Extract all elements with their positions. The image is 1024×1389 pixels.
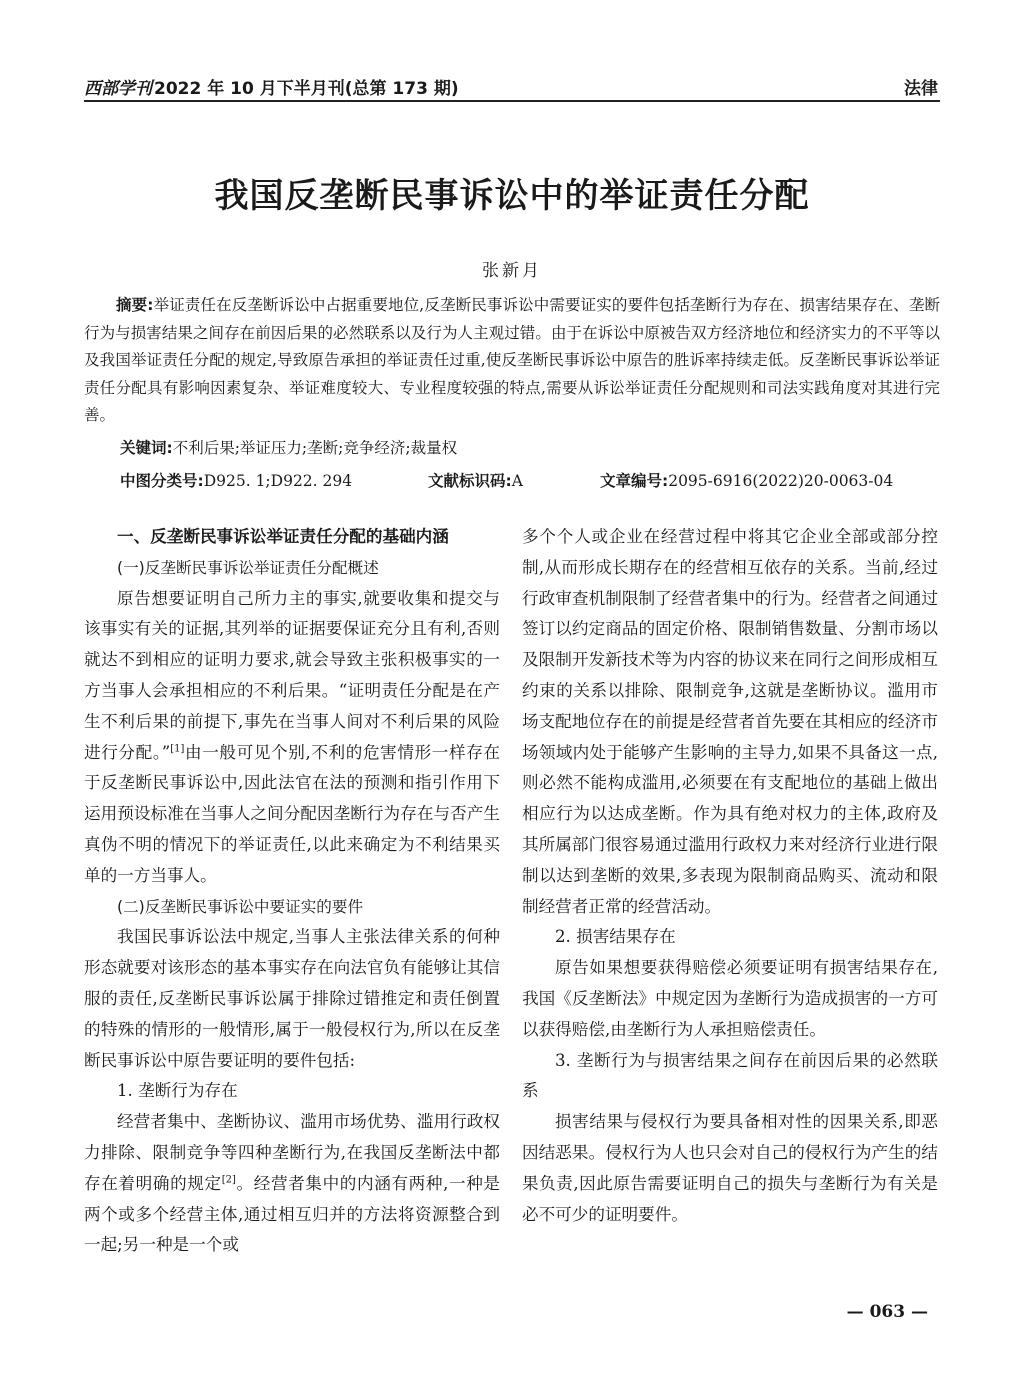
paragraph-text: 经营者集中、垄断协议、滥用市场优势、滥用行政权力排除、限制竞争等四种垄断行为,在我国反垄断法中都存在着明确的规定 [84,1112,500,1193]
clc-label: 中图分类号: [120,472,204,490]
paragraph: 我国民事诉讼法中规定,当事人主张法律关系的何种形态就要对该形态的基本事实存在向法官负有能够让其信服的责任,反垄断民事诉讼属于排除过错推定和责任倒置的特殊的情形的一般情形,属于一般侵权行为,所以在反垄断民事诉讼中原告要证明的要件包括: [84,927,500,1070]
reference-mark[interactable]: [2] [221,1174,236,1186]
issue-info: 2022 年 10 月下半月刊(总第 173 期) [154,79,459,99]
article-title: 我国反垄断民事诉讼中的举证责任分配 [214,176,810,216]
doc-label: 文献标识码: [428,472,512,490]
journal-issue [84,74,459,99]
abstract-text: 举证责任在反垄断诉讼中占据重要地位,反垄断民事诉讼中需要证实的要件包括垄断行为存在、损害结果存在、垄断行为与损害结果之间存在前因后果的必然联系以及行为人主观过错。由于在诉讼中原被告双方经济地位和经济实力的不平等以及我国举证责任分配的规定,导致原告承担的举证责任过重,使反垄断民事诉讼中原告的胜诉率持续走低。反垄断民事诉讼举证责任分配具有影响因素复杂、举证难度较大、专业程度较强的特点,需要从诉讼举证责任分配规则和司法实践角度对其进行完善。 [84,296,941,425]
article-number [600,469,893,491]
keywords-label: 关键词: [120,439,173,457]
subheading-item-1: 1. 垄断行为存在 [117,1081,238,1101]
paragraph-text: 原告想要证明自己所力主的事实,就要收集和提交与该事实有关的证据,其列举的证据要保证充分且有利,否则就达不到相应的证明力要求,就会导致主张积极事实的一方当事人会承担相应的不利后果。“证明责任分配是在产生不利后果的前提下,事先在当事人间对不利后果的风险进行分配。” [84,588,500,762]
author-name: 张新月 [482,261,542,281]
paragraph [84,584,500,892]
doc-value: A [511,472,523,490]
keywords-text: 不利后果;举证压力;垄断;竞争经济;裁量权 [172,439,458,457]
doc-code [428,469,523,491]
right-column [522,522,938,1230]
clc-value: D925. 1;D922. 294 [203,472,353,490]
reference-mark[interactable]: [1] [170,743,185,755]
section-label: 法律 [904,79,938,99]
keywords [120,436,457,458]
article-value: 2095-6916(2022)20-0063-04 [668,472,894,490]
subheading-1-2: (二)反垄断民事诉讼中要证实的要件 [117,897,364,916]
article-label: 文章编号: [600,472,669,490]
paragraph: 损害结果与侵权行为要具备相对性的因果关系,即恶因结恶果。侵权行为人也只会对自己的侵权行为产生的结果负责,因此原告需要证明自己的损失与垄断行为有关是必不可少的证明要件。 [522,1112,938,1224]
abstract-label: 摘要: [116,296,154,314]
page-number: — 063 — [846,1302,928,1322]
journal-logo: 西部学刊 [84,79,152,99]
paragraph-text: 由一般可见个别,不利的危害情形一样存在于反垄断民事诉讼中,因此法官在法的预测和指引作用下运用预设标准在当事人之间分配因垄断行为存在与否产生真伪不明的情况下的举证责任,以此来确定为不利结果买单的一方当事人。 [84,742,500,885]
section-heading-1: 一、反垄断民事诉讼举证责任分配的基础内涵 [117,527,449,546]
paragraph: 原告如果想要获得赔偿必须要证明有损害结果存在,我国《反垄断法》中规定因为垄断行为造成损害的一方可以获得赔偿,由垄断行为人承担赔偿责任。 [522,958,938,1039]
abstract [84,292,940,430]
paragraph [84,1107,500,1261]
subheading-item-2: 2. 损害结果存在 [555,927,676,947]
paragraph: 多个个人或企业在经营过程中将其它企业全部或部分控制,从而形成长期存在的经营相互依存的关系。当前,经过行政审查机制限制了经营者集中的行为。经营者之间通过签订以约定商品的固定价格、限制销售数量、分割市场以及限制开发新技术等为内容的协议来在同行之间形成相互约束的关系以排除、限制竞争,这就是垄断协议。滥用市场支配地位存在的前提是经营者首先要在其相应的经济市场领域内处于能够产生影响的主导力,如果不具备这一点,则必然不能构成滥用,必须要在有支配地位的基础上做出相应行为以达成垄断。作为具有绝对权力的主体,政府及其所属部门很容易通过滥用行政权力来对经济行业进行限制以达到垄断的效果,多表现为限制商品购买、流动和限制经营者正常的经营活动。 [522,527,938,916]
subheading-1-1: (一)反垄断民事诉讼举证责任分配概述 [117,558,379,577]
left-column [84,522,500,1261]
clc-number [120,469,352,491]
running-header [84,72,940,102]
subheading-item-3: 3. 垄断行为与损害结果之间存在前因后果的必然联系 [522,1050,938,1101]
paragraph-text: 。经营者集中的内涵有两种,一种是两个或多个经营主体,通过相互归并的方法将资源整合到一起;另一种是一个或 [84,1173,500,1255]
